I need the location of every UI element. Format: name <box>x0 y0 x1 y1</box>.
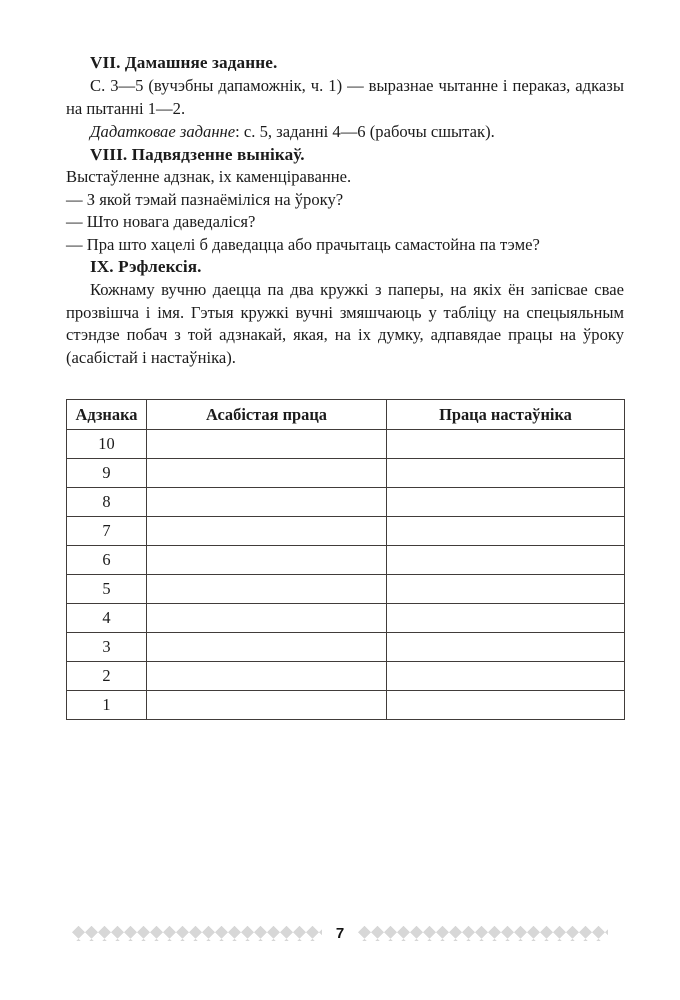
table-row <box>67 488 625 517</box>
cell-own-work[interactable] <box>147 546 387 575</box>
cell-own-work[interactable] <box>147 459 387 488</box>
table-row <box>67 546 625 575</box>
cell-grade: 9 <box>67 459 147 488</box>
ornament-left-icon <box>72 926 322 941</box>
reflection-main-paragraph: Кожнаму вучню даецца па два кружкі з паперы, на якіх ён запісвае свае прозвішча і імя. Гэтыя кружкі вучні змяшчаюць у табліцу на спецыяльным стэндзе побач з той адзнакай, якая, на іх думку, адпавядае працы на ўроку (асабістай і настаўніка). <box>66 280 624 367</box>
cell-own-work[interactable] <box>147 633 387 662</box>
table-row <box>67 430 625 459</box>
homework-extra-detail: : с. 5, заданні 4—6 (рабочы сшытак). <box>235 122 495 142</box>
cell-grade: 3 <box>67 633 147 662</box>
cell-grade: 1 <box>67 691 147 720</box>
cell-grade: 4 <box>67 604 147 633</box>
cell-own-work[interactable] <box>147 430 387 459</box>
section-heading-reflection: IX. Рэфлексія. <box>90 257 202 277</box>
cell-teacher-work[interactable] <box>387 604 625 633</box>
cell-grade: 6 <box>67 546 147 575</box>
summary-line-marks: Выстаўленне адзнак, іх каменціраванне. <box>66 167 352 187</box>
cell-teacher-work[interactable] <box>387 459 625 488</box>
table-row <box>67 459 625 488</box>
cell-grade: 2 <box>67 662 147 691</box>
cell-teacher-work[interactable] <box>387 575 625 604</box>
cell-teacher-work[interactable] <box>387 546 625 575</box>
column-header-own-work: Асабістая праца <box>147 400 387 430</box>
cell-teacher-work[interactable] <box>387 488 625 517</box>
cell-own-work[interactable] <box>147 604 387 633</box>
cell-teacher-work[interactable] <box>387 517 625 546</box>
table-row <box>67 575 625 604</box>
table-row <box>67 662 625 691</box>
table-row <box>67 604 625 633</box>
table-row <box>67 517 625 546</box>
cell-teacher-work[interactable] <box>387 633 625 662</box>
column-header-grade: Адзнака <box>67 400 147 430</box>
page-content <box>66 52 624 369</box>
table-row <box>67 633 625 662</box>
table-row <box>67 691 625 720</box>
homework-extra-label: Дадатковае заданне <box>90 122 236 142</box>
homework-extra-paragraph <box>66 121 624 143</box>
summary-question-new: — Што новага даведаліся? <box>66 212 256 232</box>
page-footer <box>0 916 680 950</box>
summary-question-theme: — З якой тэмай пазнаёміліся на ўроку? <box>66 189 344 209</box>
cell-teacher-work[interactable] <box>387 430 625 459</box>
cell-own-work[interactable] <box>147 691 387 720</box>
page-number: 7 <box>335 924 345 942</box>
cell-grade: 8 <box>67 488 147 517</box>
cell-own-work[interactable] <box>147 575 387 604</box>
cell-teacher-work[interactable] <box>387 662 625 691</box>
summary-question-more: — Пра што хацелі б даведацца або прачытаць самастойна па тэме? <box>66 234 540 254</box>
cell-own-work[interactable] <box>147 662 387 691</box>
grade-table-body <box>67 430 625 720</box>
homework-main-paragraph: С. 3—5 (вучэбны дапаможнік, ч. 1) — выразнае чытанне і пераказ, адказы на пытанні 1—2. <box>66 76 624 118</box>
cell-grade: 10 <box>67 430 147 459</box>
section-heading-homework: VII. Дамашняе заданне. <box>90 53 278 72</box>
ornament-right-icon <box>358 926 608 941</box>
cell-own-work[interactable] <box>147 517 387 546</box>
cell-grade: 7 <box>67 517 147 546</box>
column-header-teacher-work: Праца настаўніка <box>387 400 625 430</box>
grade-table <box>66 399 625 720</box>
grade-table-container <box>66 399 624 720</box>
table-header-row <box>67 400 625 430</box>
grade-table-head <box>67 400 625 430</box>
cell-teacher-work[interactable] <box>387 691 625 720</box>
cell-own-work[interactable] <box>147 488 387 517</box>
cell-grade: 5 <box>67 575 147 604</box>
section-heading-summary: VIII. Падвядзенне вынікаў. <box>90 144 305 164</box>
